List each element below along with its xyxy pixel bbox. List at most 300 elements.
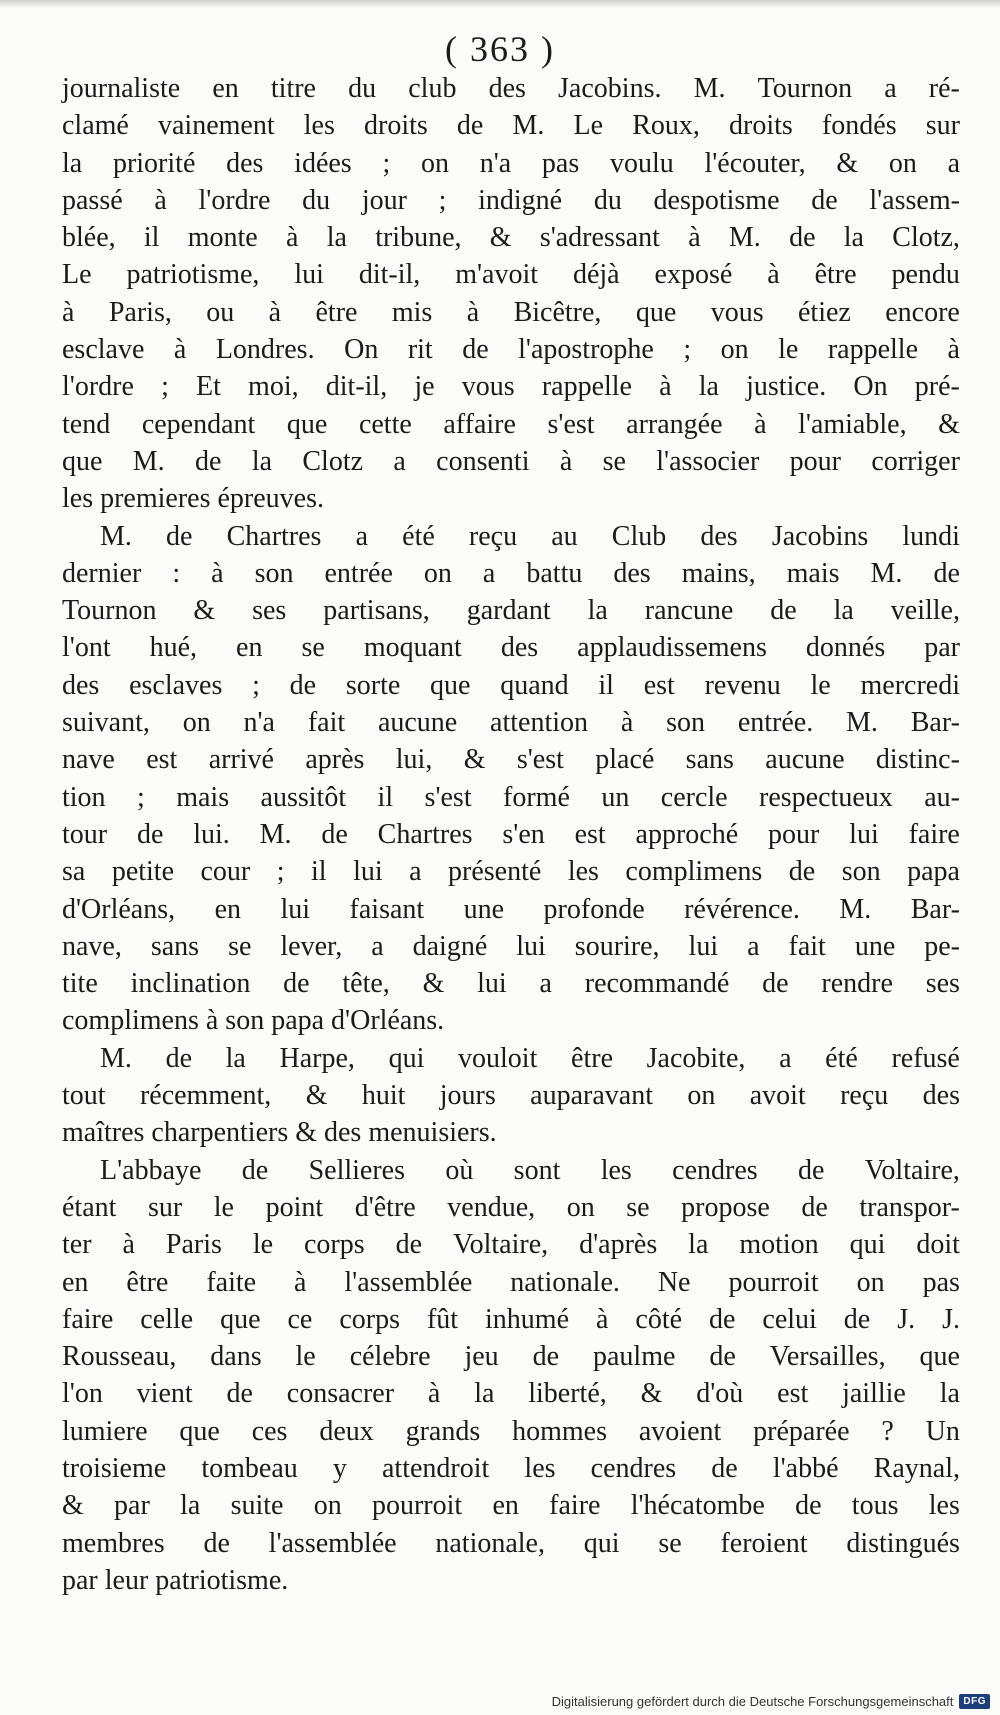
word: rappelle <box>827 334 919 366</box>
text-line <box>62 592 960 629</box>
word: de <box>798 1154 825 1186</box>
word: attendroit <box>382 1452 490 1484</box>
word: je <box>414 371 435 403</box>
word: la <box>939 1378 960 1410</box>
text-line <box>62 145 960 182</box>
text-line <box>62 741 960 778</box>
text-line <box>62 965 960 1002</box>
word: lui <box>280 893 311 925</box>
word: lumiere <box>62 1415 148 1447</box>
word: celui <box>762 1303 817 1335</box>
word: distinc- <box>875 744 960 776</box>
word: cercle <box>660 781 728 813</box>
word: aussitôt <box>260 781 347 813</box>
word: M. <box>728 222 761 254</box>
word: à <box>466 296 480 328</box>
word: à <box>620 707 634 739</box>
word: dit-il, <box>325 371 388 403</box>
word: cour <box>200 856 251 888</box>
text-line <box>62 1413 960 1450</box>
word: est <box>777 1378 809 1410</box>
word: J. <box>942 1303 960 1335</box>
text-line: par leur patriotisme. <box>62 1564 289 1596</box>
text-line <box>62 1189 960 1226</box>
word: ; <box>276 856 285 888</box>
word: inclination <box>130 968 251 1000</box>
text-line <box>62 1301 960 1338</box>
credit-text: Digitalisierung gefördert durch die Deutsche Forschungsgemeinschaft <box>551 1694 954 1709</box>
word: sans <box>685 744 734 776</box>
word: jaillie <box>842 1378 906 1410</box>
word: l'assemblée <box>268 1527 397 1559</box>
word: sorte <box>345 669 401 701</box>
word: journaliste <box>62 73 181 104</box>
text-line <box>62 70 960 107</box>
text-line <box>62 891 960 928</box>
word: tête, <box>342 968 390 1000</box>
word: vous <box>461 371 515 403</box>
word: pourroit <box>728 1266 819 1298</box>
word: rendre <box>821 968 893 1000</box>
word: grands <box>405 1415 481 1447</box>
word: de <box>462 334 489 366</box>
word: paulme <box>592 1341 676 1373</box>
word: en <box>214 893 242 925</box>
word: encore <box>885 296 960 328</box>
word: donnés <box>805 632 886 664</box>
word: côté <box>635 1303 683 1335</box>
word: du <box>348 73 377 104</box>
word: on <box>420 147 449 179</box>
text-line <box>62 368 960 405</box>
word: recommandé <box>584 968 730 1000</box>
word: despotisme <box>653 184 780 216</box>
word: célebre <box>349 1341 431 1373</box>
text-line <box>62 928 960 965</box>
word: voulu <box>609 147 674 179</box>
text-line <box>62 704 960 741</box>
word: idées <box>294 147 352 179</box>
word: il <box>143 222 160 254</box>
word: fait <box>307 707 346 739</box>
text-line <box>62 667 960 704</box>
word: s'est <box>516 744 564 776</box>
word: rancune <box>644 595 734 627</box>
text-line <box>62 629 960 666</box>
word: & <box>836 147 859 179</box>
word: le <box>778 334 799 366</box>
word: à <box>211 557 224 589</box>
word: M. <box>846 707 878 739</box>
word: consenti <box>436 445 530 477</box>
word: pas <box>541 147 580 179</box>
word: ; <box>161 371 169 403</box>
word: Bar- <box>910 893 960 925</box>
text-line <box>62 1152 960 1189</box>
word: la <box>180 1490 201 1522</box>
word: M. <box>100 520 132 552</box>
word: sur <box>147 1191 183 1223</box>
word: jour <box>361 184 407 216</box>
text-line: complimens à son papa d'Orléans. <box>62 1005 445 1037</box>
word: vainement <box>157 110 275 142</box>
word: une <box>463 893 505 925</box>
text-line <box>62 816 960 853</box>
word: lui <box>477 968 507 1000</box>
word: de <box>165 1042 192 1074</box>
word: suite <box>230 1490 284 1522</box>
word: s'en <box>502 818 545 850</box>
word: de <box>136 818 164 850</box>
text-line <box>62 1077 960 1114</box>
word: Le <box>62 259 92 291</box>
word: de <box>166 520 193 552</box>
word: corps <box>339 1303 400 1335</box>
word: m'avoit <box>455 259 539 291</box>
word: ses <box>252 595 287 627</box>
word: Voltaire, <box>453 1229 549 1261</box>
word: l'associer <box>656 445 760 477</box>
word: pendu <box>891 259 960 291</box>
word: lui, <box>395 744 433 776</box>
page-edge <box>0 0 1000 8</box>
word: les <box>567 856 599 888</box>
text-line <box>62 1525 960 1562</box>
word: formé <box>503 781 570 813</box>
word: & <box>640 1378 663 1410</box>
word: l'ordre <box>62 371 134 403</box>
word: faire <box>62 1303 114 1335</box>
word: Clotz <box>302 445 364 477</box>
word: point <box>265 1191 324 1223</box>
word: est <box>574 818 606 850</box>
word: à <box>173 334 187 366</box>
word: être <box>814 259 857 291</box>
word: présenté <box>448 856 542 888</box>
word: la <box>587 595 608 627</box>
word: faire <box>549 1490 601 1522</box>
word: à <box>754 408 767 440</box>
word: à <box>427 1378 441 1410</box>
word: à <box>595 1303 609 1335</box>
word: pe- <box>924 930 960 962</box>
word: nationale. <box>510 1266 620 1298</box>
word: & <box>305 1080 328 1112</box>
word: l'apostrophe <box>518 334 654 366</box>
word: droits <box>729 110 793 142</box>
word: on <box>313 1490 342 1522</box>
word: respectueux <box>759 781 893 813</box>
word: à <box>659 371 672 403</box>
word: On <box>344 334 379 366</box>
word: & <box>422 968 445 1000</box>
word: lever, <box>280 930 343 962</box>
word: du <box>593 184 622 216</box>
word: battu <box>526 557 583 589</box>
text-line <box>62 518 960 555</box>
word: inhumé <box>485 1303 570 1335</box>
word: révérence. <box>684 893 800 925</box>
word: petite <box>111 856 175 888</box>
word: au <box>551 520 578 552</box>
word: le <box>295 1341 316 1373</box>
word: M. <box>259 818 292 850</box>
word: des <box>488 73 526 104</box>
word: faisant <box>349 893 425 925</box>
word: s'adressant <box>539 222 660 254</box>
word: Tournon <box>757 73 853 104</box>
word: après <box>305 744 365 776</box>
word: l'on <box>62 1378 103 1410</box>
word: faite <box>206 1266 257 1298</box>
word: que <box>635 296 677 328</box>
word: l'assemblée <box>344 1266 473 1298</box>
word: se <box>301 632 325 664</box>
word: en <box>492 1490 519 1522</box>
word: vouloit <box>458 1042 538 1074</box>
word: à <box>154 184 167 216</box>
dfg-logo-icon: DFG <box>959 1694 990 1709</box>
word: mercredi <box>860 669 960 701</box>
word: que <box>286 408 328 440</box>
word: daigné <box>412 930 488 962</box>
word: & <box>938 408 960 440</box>
word: a <box>539 968 552 1000</box>
word: vous <box>710 296 764 328</box>
word: exposé <box>654 259 733 291</box>
word: de <box>811 184 838 216</box>
word: aucune <box>377 707 458 739</box>
word: ; <box>683 334 692 366</box>
word: du <box>302 184 331 216</box>
word: les <box>928 1490 960 1522</box>
word: complimens <box>625 856 763 888</box>
word: pas <box>922 1266 960 1298</box>
word: M. <box>512 110 545 142</box>
word: l'écouter, <box>704 147 806 179</box>
word: à <box>294 1266 307 1298</box>
word: n'a <box>243 707 275 739</box>
word: propose <box>681 1191 770 1223</box>
word: la <box>474 1378 495 1410</box>
word: les <box>600 1154 632 1186</box>
word: au- <box>924 781 960 813</box>
word: ces <box>251 1415 288 1447</box>
word: il <box>311 856 327 888</box>
word: on <box>856 1266 885 1298</box>
word: sans <box>150 930 200 962</box>
word: l'abbé <box>772 1452 839 1484</box>
word: a <box>393 445 406 477</box>
word: à <box>559 445 573 477</box>
word: mais <box>786 557 840 589</box>
word: à <box>122 1229 135 1261</box>
word: L'abbaye <box>100 1154 202 1186</box>
word: dit-il, <box>358 259 421 291</box>
word: ses <box>925 968 960 1000</box>
word: transpor- <box>859 1191 960 1223</box>
word: des <box>613 557 651 589</box>
word: Sellieres <box>308 1154 405 1186</box>
word: esclave <box>62 334 145 366</box>
word: suivant, <box>62 707 150 739</box>
word: justice. <box>746 371 827 403</box>
word: cette <box>358 408 412 440</box>
word: faire <box>908 818 960 850</box>
word: membres <box>62 1527 165 1559</box>
word: clamé <box>62 110 129 142</box>
word: pour <box>768 818 820 850</box>
word: & <box>62 1490 84 1522</box>
word: à <box>688 222 701 254</box>
word: cendres <box>672 1154 758 1186</box>
word: ; <box>252 669 260 701</box>
word: où <box>445 1154 474 1186</box>
word: troisieme <box>62 1452 167 1484</box>
word: Tournon <box>62 595 157 627</box>
word: cendres <box>590 1452 677 1484</box>
word: tend <box>62 408 111 440</box>
word: pour <box>789 445 841 477</box>
text-line <box>62 256 960 293</box>
word: par <box>114 1490 150 1522</box>
word: les <box>524 1452 556 1484</box>
word: jours <box>439 1080 496 1112</box>
text-line <box>62 219 960 256</box>
word: Chartres <box>377 818 473 850</box>
word: attention <box>490 707 589 739</box>
word: est <box>146 744 178 776</box>
word: d'être <box>354 1191 416 1223</box>
word: à <box>62 296 75 328</box>
word: on <box>423 557 452 589</box>
text-line <box>62 1338 960 1375</box>
word: des <box>700 520 738 552</box>
word: partisans, <box>323 595 430 627</box>
word: dans <box>210 1341 262 1373</box>
word: lui <box>294 259 324 291</box>
word: mis <box>391 296 433 328</box>
word: mains, <box>681 557 756 589</box>
word: à <box>767 259 780 291</box>
word: ; <box>382 147 391 179</box>
word: Jacobins <box>771 520 869 552</box>
text-line <box>62 1450 960 1487</box>
word: étiez <box>798 296 851 328</box>
word: Jacobite, <box>646 1042 746 1074</box>
word: rappelle <box>541 371 632 403</box>
word: à <box>286 222 299 254</box>
text-line <box>62 107 960 144</box>
word: un <box>601 781 630 813</box>
word: liberté, <box>528 1378 607 1410</box>
word: profonde <box>543 893 645 925</box>
word: ce <box>287 1303 313 1335</box>
word: une <box>854 930 896 962</box>
word: de <box>456 110 484 142</box>
word: nave, <box>62 930 122 962</box>
text-line <box>62 182 960 219</box>
word: distingués <box>846 1527 960 1559</box>
word: de <box>795 1490 822 1522</box>
word: on <box>687 1080 716 1112</box>
word: Roux, <box>632 110 700 142</box>
word: en <box>212 73 239 104</box>
word: patriotisme, <box>126 259 260 291</box>
word: tour <box>62 818 108 850</box>
word: M. <box>693 73 726 104</box>
word: : <box>172 557 181 589</box>
word: droits <box>364 110 428 142</box>
word: ou <box>206 296 235 328</box>
word: dernier <box>62 557 142 589</box>
text-line: maîtres charpentiers & des menuisiers. <box>62 1117 497 1149</box>
word: huit <box>361 1080 406 1112</box>
word: Rousseau, <box>62 1341 177 1373</box>
word: récemment, <box>139 1080 272 1112</box>
word: & <box>489 222 512 254</box>
word: l'ordre <box>198 184 271 216</box>
word: le <box>252 1229 274 1261</box>
word: à <box>268 296 282 328</box>
word: en <box>236 632 263 664</box>
word: se <box>602 445 626 477</box>
word: avoit <box>749 1080 806 1112</box>
word: consacrer <box>286 1378 395 1410</box>
digitization-credit <box>552 1694 990 1709</box>
word: entrée <box>324 557 393 589</box>
word: déjà <box>572 259 620 291</box>
text-line <box>62 331 960 368</box>
word: de <box>226 1378 253 1410</box>
word: Chartres <box>226 520 322 552</box>
word: esclaves <box>129 669 223 701</box>
word: de <box>195 445 222 477</box>
word: d'après <box>579 1229 658 1261</box>
word: été <box>825 1042 858 1074</box>
word: des <box>500 632 539 664</box>
word: Bicêtre, <box>513 296 602 328</box>
word: lui <box>353 856 383 888</box>
word: qui <box>583 1527 620 1559</box>
word: lui. <box>193 818 230 850</box>
word: que <box>919 1341 960 1373</box>
word: placé <box>595 744 655 776</box>
word: celle <box>140 1303 194 1335</box>
word: M. <box>870 557 903 589</box>
word: hommes <box>512 1415 608 1447</box>
word: la <box>326 222 347 254</box>
word: de <box>321 818 348 850</box>
word: de <box>801 1191 828 1223</box>
word: Voltaire, <box>864 1154 960 1186</box>
word: des <box>62 669 100 701</box>
word: de <box>532 1341 560 1373</box>
word: la <box>225 1042 246 1074</box>
word: gardant <box>466 595 551 627</box>
word: refusé <box>891 1042 960 1074</box>
word: fondés <box>821 110 897 142</box>
word: être <box>315 296 358 328</box>
word: M. <box>132 445 165 477</box>
word: été <box>402 520 435 552</box>
page-number: ( 363 ) <box>445 29 555 69</box>
word: moquant <box>363 632 462 664</box>
word: Jacobins. <box>558 73 662 104</box>
word: a <box>355 520 369 552</box>
word: M. <box>100 1042 132 1074</box>
word: ; <box>137 781 145 813</box>
